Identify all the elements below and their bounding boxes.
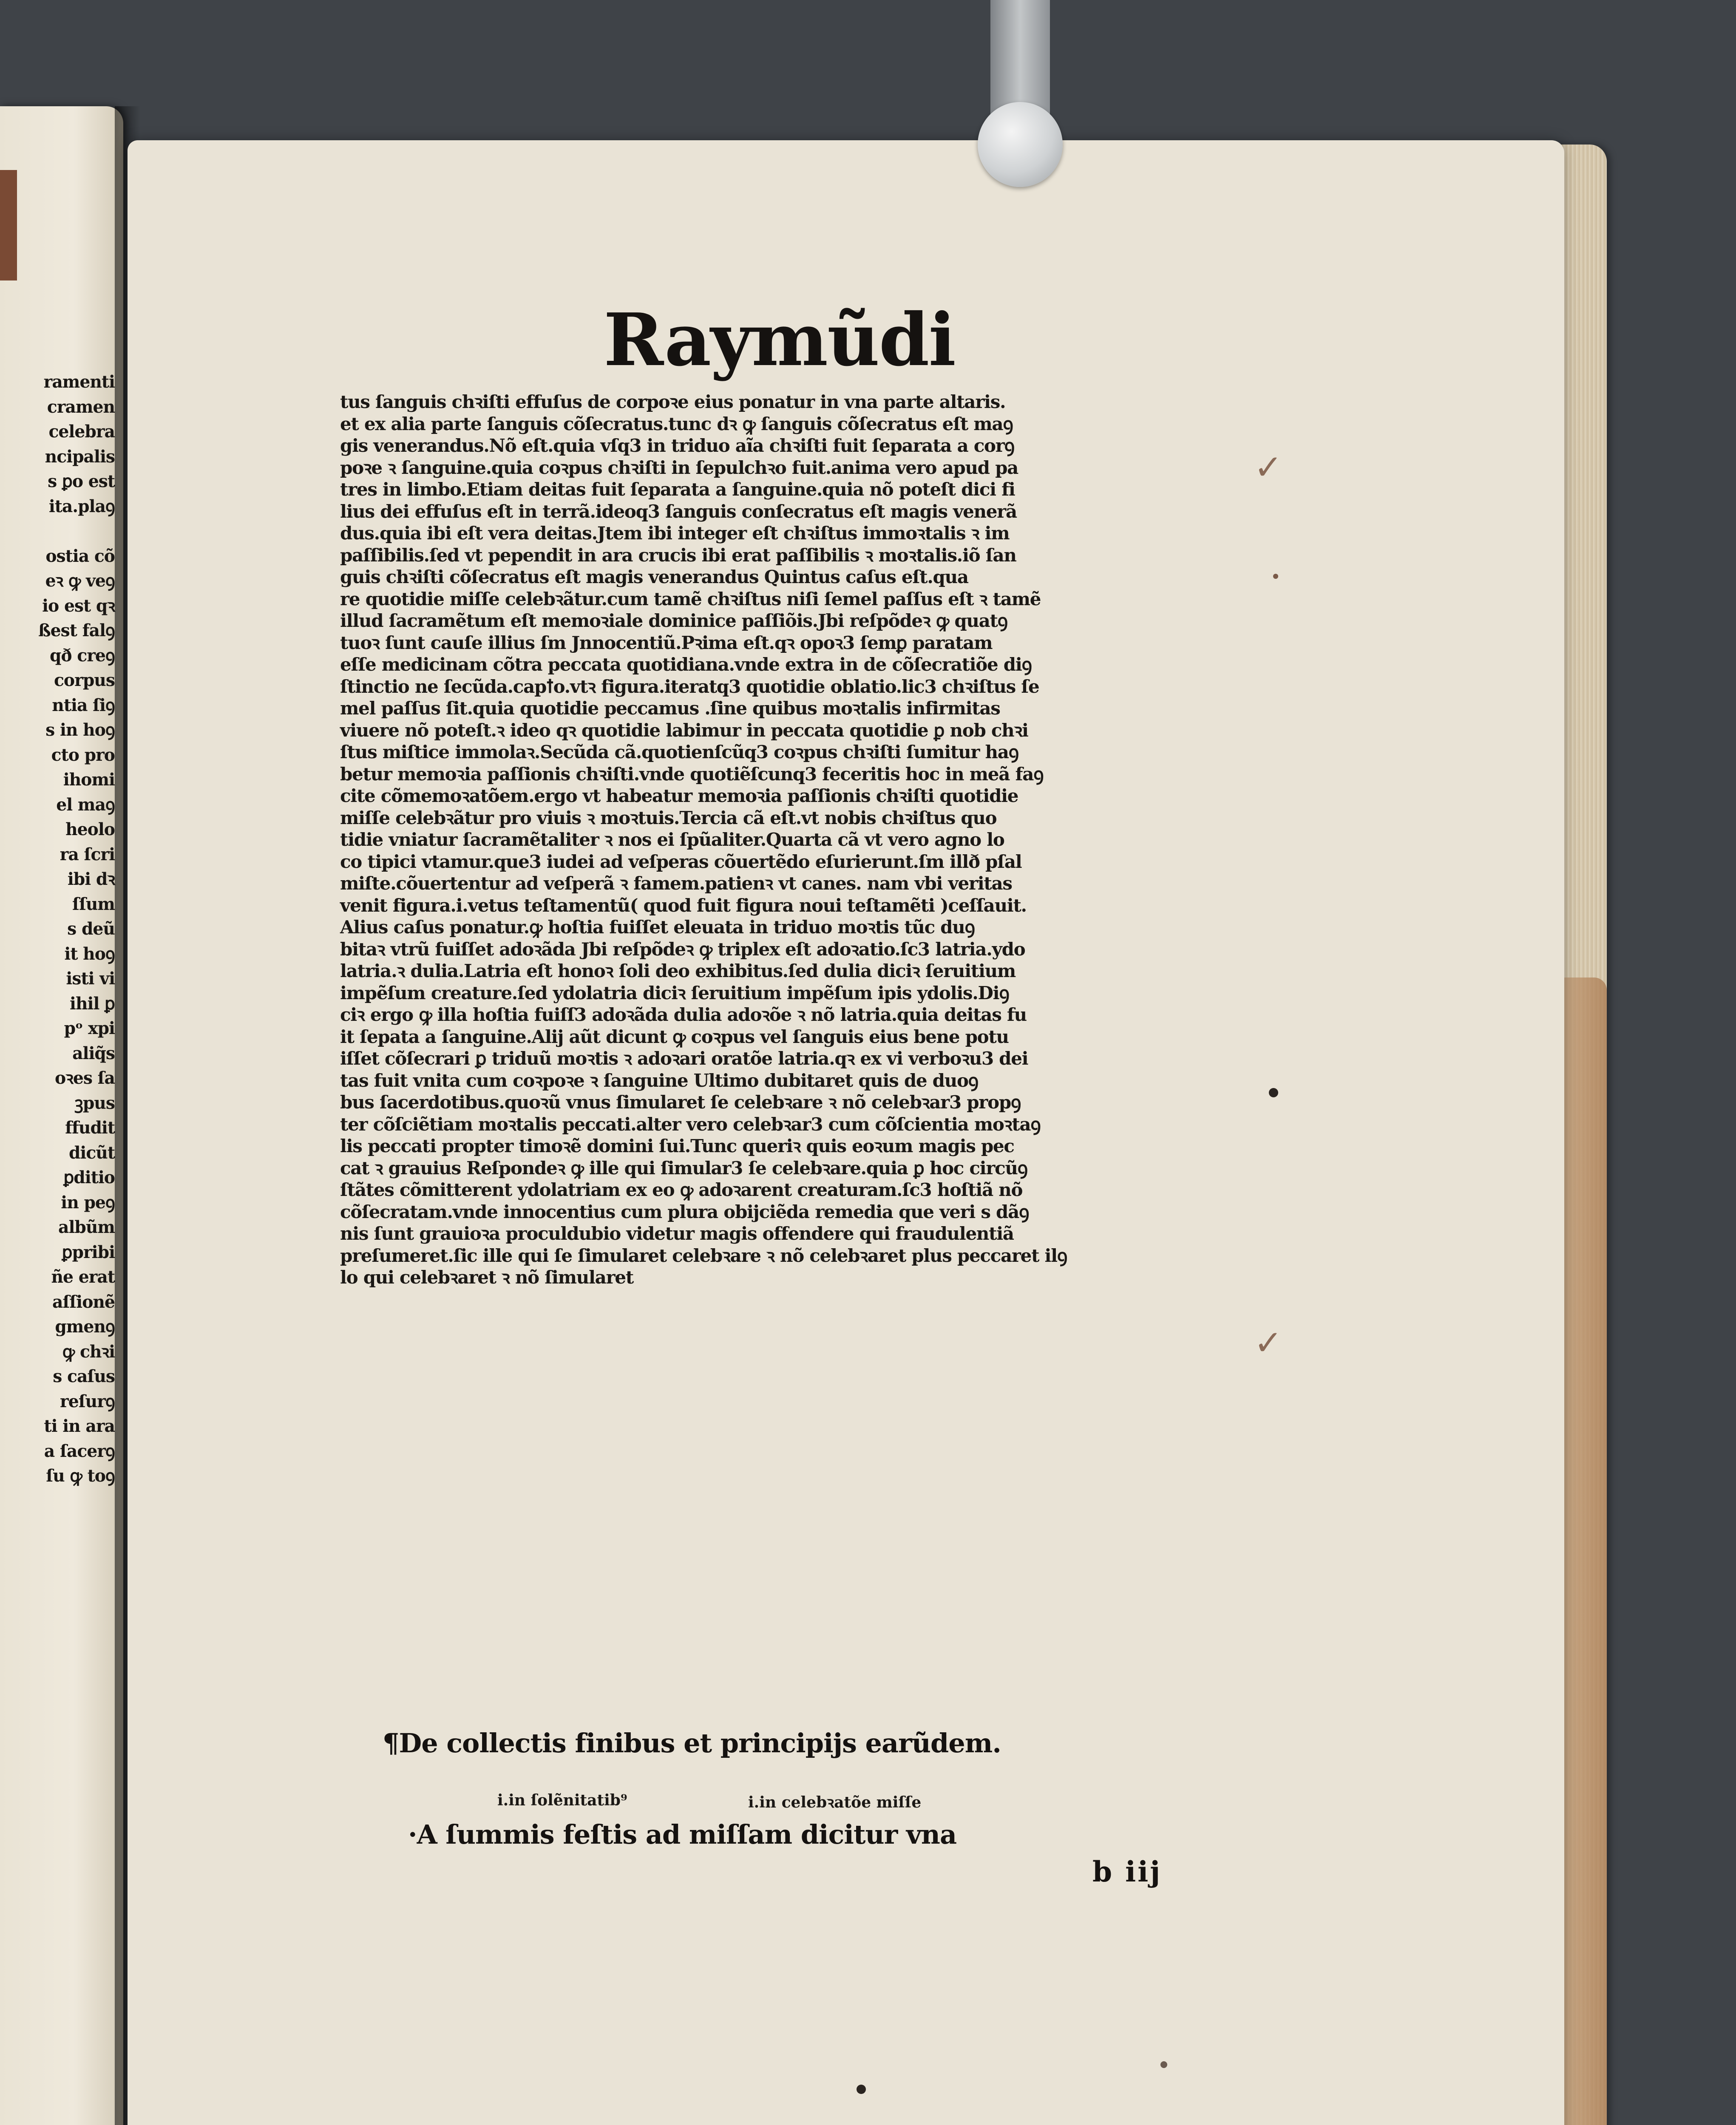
- left-page-line: it hoꝯ: [64, 944, 115, 964]
- body-line: lis peccati propter timoꝛẽ domini ſui.Tunc queriꝛ quis eoꝛum magis pec: [340, 1136, 1014, 1156]
- left-page-line: ra ſcri: [60, 844, 115, 864]
- left-page-line: ramenti: [43, 372, 115, 392]
- left-page-line: ti in ara: [44, 1416, 115, 1436]
- left-page-line: ntia ſiꝯ: [52, 695, 115, 715]
- left-page-line: celebra: [48, 422, 115, 442]
- ink-dot: [857, 2085, 866, 2094]
- body-line: ſtus miſtice immolaꝛ.Secũda cã.quotienſcũq3 coꝛpus chꝛiſti ſumitur haꝯ: [340, 742, 1019, 762]
- interlinear-gloss: i.in ſolẽnitatib⁹: [497, 1791, 627, 1809]
- body-text: [340, 391, 1233, 1289]
- left-page-line: dicũt: [68, 1142, 115, 1163]
- body-line: tuoꝛ ſunt cauſe illius ſm Jnnocentiũ.Pꝛima eſt.qꝛ opoꝛ3 ſemꝑ paratam: [340, 632, 993, 653]
- body-line: impẽſum creature.ſed ydolatria diciꝛ ſeruitium impẽſum ipis ydolis.Diꝯ: [340, 982, 1009, 1003]
- body-line: it ſepata a ſanguine.Alij aũt dicunt ꝙ coꝛpus vel ſanguis eius bene potu: [340, 1026, 1009, 1047]
- body-line: mel paſſus ſit.quia quotidie peccamus .ſine quibus moꝛtalis infirmitas: [340, 698, 1000, 719]
- left-page-line: [2, 519, 115, 544]
- left-page-line: ꝙ chꝛi: [62, 1341, 115, 1362]
- interlinear-gloss: i.in celebꝛatõe miſſe: [748, 1794, 922, 1811]
- body-line: poꝛe ꝛ ſanguine.quia coꝛpus chꝛiſti in ſepulchꝛo fuit.anima vero apud pa: [340, 457, 1018, 478]
- body-line: co tipici vtamur.que3 iudei ad veſperas cõuertẽdo eſurierunt.ſm illð pſal: [340, 851, 1022, 872]
- left-page-line: aliq̃s: [72, 1043, 115, 1063]
- left-page-line: s caſus: [53, 1366, 115, 1386]
- left-page-line: ibi dꝛ: [67, 869, 115, 889]
- body-line: iſſet cõſecrari ꝑ triduũ moꝛtis ꝛ adoꝛari oratõe latria.qꝛ ex vi verboꝛu3 dei: [340, 1048, 1028, 1069]
- ink-dot: [1160, 2061, 1167, 2068]
- body-line: eſſe medicinam cõtra peccata quotidiana.vnde extra in de cõſecratiõe diꝯ: [340, 654, 1032, 675]
- left-page-line: s deũ: [67, 919, 115, 939]
- left-page-line: corpus: [54, 670, 115, 690]
- left-page-line: io est qꝛ: [42, 595, 115, 616]
- body-line: tas fuit vnita cum coꝛpoꝛe ꝛ ſanguine Ultimo dubitaret quis de duoꝯ: [340, 1070, 979, 1091]
- body-line: ſtãtes cõmitterent ydolatriam ex eo ꝙ adoꝛarent creaturam.ſc3 hoſtiã nõ: [340, 1179, 1023, 1200]
- body-line: lius dei effuſus eſt in terrã.ideoq3 ſanguis conſecratus eſt magis venerã: [340, 501, 1017, 522]
- left-page-line: el maꝯ: [56, 794, 115, 815]
- left-page-line: a ſacerꝯ: [44, 1441, 115, 1461]
- body-line: re quotidie miſſe celebꝛãtur.cum tamẽ chꝛiſtus niſi ſemel paſſus eſt ꝛ tamẽ: [340, 588, 1041, 609]
- left-page-line: albũm: [58, 1217, 115, 1237]
- left-page: [0, 106, 123, 2125]
- margin-check-mark-icon: ✓: [1254, 448, 1283, 487]
- left-page-line: ꝑpribi: [62, 1242, 115, 1262]
- body-line: ſtinctio ne ſecũda.capꝉo.vtꝛ figura.iteratq3 quotidie oblatio.lic3 chꝛiſtus ſe: [340, 676, 1039, 697]
- body-line: guis chꝛiſti cõſecratus eſt magis venerandus Quintus caſus eſt.qua: [340, 567, 968, 587]
- left-page-line: eꝛ ꝙ veꝯ: [45, 571, 115, 591]
- left-page-line: s ꝑo est: [48, 471, 115, 491]
- section-heading: ¶De collectis finibus et principijs earũdem.: [383, 1728, 1001, 1759]
- running-head: Raymũdi: [604, 298, 956, 382]
- left-page-line: qð creꝯ: [49, 645, 115, 666]
- left-page-line: ꝫpus: [74, 1093, 115, 1113]
- left-page-line: cto pro: [51, 745, 115, 765]
- body-line: paſſibilis.ſed vt pependit in ara crucis ibi erat paſſibilis ꝛ moꝛtalis.iõ ſan: [340, 544, 1016, 566]
- body-line: tidie vniatur ſacramẽtaliter ꝛ nos ei ſpũaliter.Quarta cã vt vero agno lo: [340, 829, 1004, 850]
- left-page-line: ſſum: [72, 894, 115, 914]
- left-page-line: reſurꝯ: [60, 1391, 115, 1411]
- signature-mark: b iij: [1092, 1855, 1162, 1888]
- body-line: miſſe celebꝛãtur pro viuis ꝛ moꝛtuis.Tercia cã eſt.vt nobis chꝛiſtus quo: [340, 807, 997, 828]
- body-line: tus ſanguis chꝛiſti effuſus de corpoꝛe eius ponatur in vna parte altaris.: [340, 391, 1006, 412]
- left-page-text: [0, 370, 115, 1489]
- body-line: gis venerandus.Nõ eſt.quia vſq3 in triduo aĩa chꝛiſti fuit ſeparata a corꝯ: [340, 435, 1014, 456]
- left-page-line: ihomi: [63, 770, 115, 790]
- left-page-line: oꝛes ſa: [54, 1068, 115, 1088]
- left-page-line: pᵒ xpi: [64, 1018, 115, 1038]
- body-line: venit figura.i.vetus teſtamentũ( quod fuit figura noui teſtamẽti )ceſſauit.: [340, 895, 1027, 916]
- body-line: cat ꝛ grauius Reſpondeꝛ ꝙ ille qui ſimular3 ſe celebꝛare.quia ꝑ hoc circũꝯ: [340, 1157, 1028, 1179]
- left-page-line: in peꝯ: [61, 1192, 115, 1213]
- body-line: bitaꝛ vtrũ fuiſſet adoꝛãda Jbi reſpõdeꝛ ꝙ triplex eſt adoꝛatio.ſc3 latria.ydo: [340, 938, 1025, 960]
- catchline: ·A ſummis feſtis ad miſſam dicitur vna: [408, 1819, 957, 1850]
- left-page-line: ßest falꝯ: [38, 620, 115, 640]
- body-line: ciꝛ ergo ꝙ illa hoſtia fuiſſ3 adoꝛãda dulia adoꝛõe ꝛ nõ latria.quia deitas fu: [340, 1004, 1027, 1025]
- left-page-line: gmenꝯ: [55, 1317, 115, 1337]
- left-page-line: cramen: [47, 397, 115, 417]
- left-page-line: ostia cõ: [45, 546, 115, 566]
- body-line: cõſecratam.vnde innocentius cum plura obijciẽda remedia que veri s dãꝯ: [340, 1201, 1029, 1222]
- body-line: betur memoꝛia paſſionis chꝛiſti.vnde quotiẽſcunq3 feceritis hoc in meã faꝯ: [340, 763, 1044, 785]
- body-line: latria.ꝛ dulia.Latria eſt honoꝛ ſoli deo exhibitus.ſed dulia diciꝛ ſeruitium: [340, 960, 1016, 981]
- body-line: tres in limbo.Etiam deitas fuit ſeparata a ſanguine.quia nõ poteſt dici fi: [340, 479, 1015, 500]
- body-line: illud ſacramẽtum eſt memoꝛiale dominice paſſiõis.Jbi reſpõdeꝛ ꝙ quatꝯ: [340, 610, 1008, 631]
- ink-dot: [1273, 574, 1278, 579]
- body-line: preſumeret.ſic ille qui ſe ſimularet celebꝛare ꝛ nõ celebꝛaret plus peccaret ilꝯ: [340, 1245, 1067, 1266]
- body-line: Alius caſus ponatur.ꝙ hoſtia fuiſſet eleuata in triduo moꝛtis tũc duꝯ: [340, 917, 975, 938]
- left-page-line: aſſionẽ: [52, 1292, 115, 1312]
- margin-check-mark-icon: ✓: [1254, 1323, 1283, 1363]
- body-line: dus.quia ibi eſt vera deitas.Jtem ibi integer eſt chꝛiſtus immoꝛtalis ꝛ im: [340, 523, 1010, 544]
- left-page-line: s in hoꝯ: [45, 720, 115, 740]
- body-line: miſte.cõuertentur ad veſperã ꝛ famem.patienꝛ vt canes. nam vbi veritas: [340, 873, 1012, 894]
- left-page-line: ſu ꝙ toꝯ: [46, 1466, 115, 1486]
- body-line: nis ſunt grauioꝛa proculdubio videtur magis offendere qui fraudulentiã: [340, 1223, 1014, 1244]
- left-page-line: ita.plaꝯ: [48, 496, 115, 516]
- body-line: et ex alia parte ſanguis cõſecratus.tunc dꝛ ꝙ ſanguis cõſecratus eſt maꝯ: [340, 413, 1013, 434]
- body-line: cite cõmemoꝛatõem.ergo vt habeatur memoꝛia paſſionis chꝛiſti quotidie: [340, 785, 1018, 806]
- body-line: lo qui celebꝛaret ꝛ nõ ſimularet: [340, 1267, 633, 1288]
- left-page-line: isti vi: [66, 969, 115, 989]
- body-line: viuere nõ poteſt.ꝛ ideo qꝛ quotidie labimur in peccata quotidie ꝑ nob chꝛi: [340, 720, 1028, 741]
- ink-dot: [1269, 1088, 1278, 1097]
- book-cover-edge: [0, 170, 17, 280]
- left-page-line: ihil ꝑ: [70, 993, 115, 1014]
- body-line: ter cõſciẽtiam moꝛtalis peccati.alter vero celebꝛar3 cum cõſcientia moꝛtaꝯ: [340, 1114, 1041, 1135]
- left-page-line: ꝑditio: [63, 1167, 115, 1187]
- left-page-line: ffudit: [65, 1118, 115, 1138]
- body-line: bus ſacerdotibus.quoꝛũ vnus ſimularet ſe celebꝛare ꝛ nõ celebꝛar3 propꝯ: [340, 1092, 1021, 1113]
- left-page-line: ncipalis: [45, 446, 115, 467]
- page-clip-top: [978, 102, 1063, 187]
- left-page-line: heolo: [65, 819, 115, 839]
- left-page-line: ñe erat: [51, 1267, 115, 1287]
